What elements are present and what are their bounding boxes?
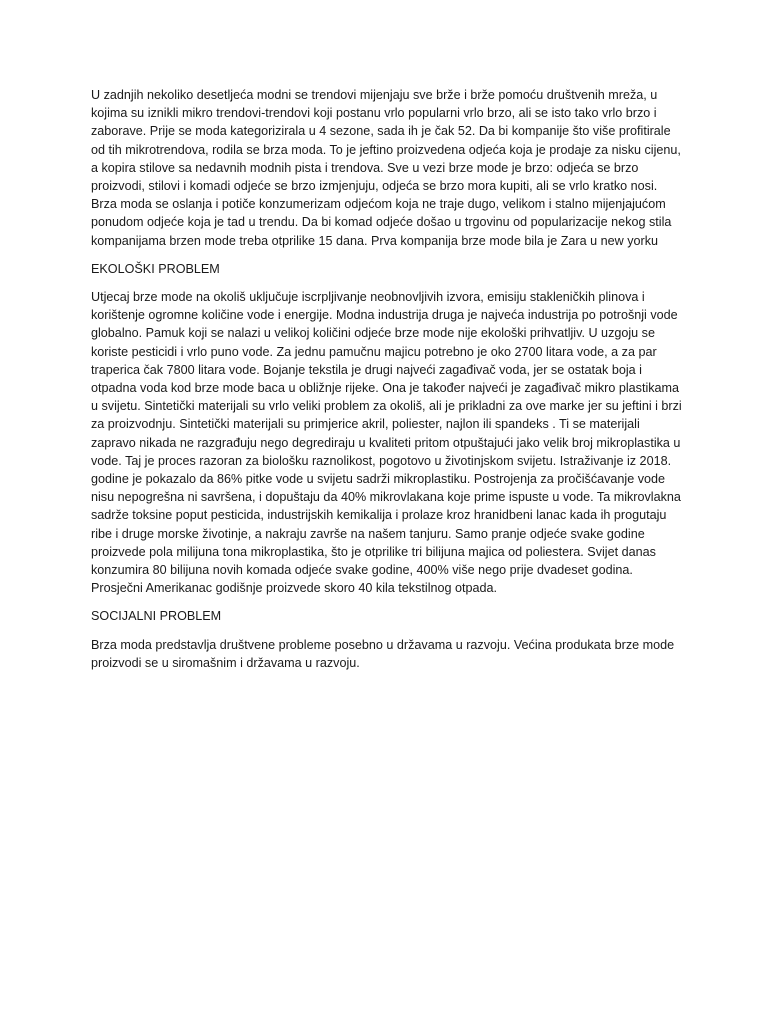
social-heading: SOCIJALNI PROBLEM <box>91 609 222 624</box>
document-page <box>91 86 683 682</box>
intro-paragraph: U zadnjih nekoliko desetljeća modni se trendovi mijenjaju sve brže i brže pomoću društvenih mreža, u kojima su iznikli mikro trendovi-trendovi koji postanu vrlo popularni vrlo brzo, ali se isto tako vrlo brzo i zaborave. Prije se moda kategorizirala u 4 sezone, sada ih je čak 52. Da bi kompanije što više profitirale od tih mikrotrendova, rodila se brza moda. To je jeftino proizvedena odjeća koja je prodaje za nisku cijenu, a kopira stilove sa nedavnih modnih pista i trendova. Sve u vezi brze mode je brzo: odjeća se brzo proizvodi, stilovi i komadi odjeće se brzo izmjenjuju, odjeća se brzo mora kupiti, ali se vrlo kratko nosi. Brza moda se oslanja i potiče konzumerizam odjećom koja ne traje dugo, velikom i stalno mijenjajućom ponudom odjeće koja je tad u trendu. Da bi komad odjeće došao u trgovinu od popularizacije nekog stila kompanijama brzen mode treba otprilike 15 dana. Prva kompanija brze mode bila je Zara u new yorku <box>91 88 681 248</box>
social-paragraph: Brza moda predstavlja društvene probleme posebno u državama u razvoju. Većina produkata brze mode proizvodi se u siromašnim i državama u razvoju. <box>91 637 675 670</box>
eco-heading: EKOLOŠKI PROBLEM <box>91 261 220 276</box>
eco-paragraph: Utjecaj brze mode na okoliš uključuje iscrpljivanje neobnovljivih izvora, emisiju stakleničkih plinova i korištenje ogromne količine vode i energije. Modna industrija druga je najveća industrija po potrošnji vode globalno. Pamuk koji se nalazi u velikoj količini odjeće brze mode nije ekološki prihvatljiv. U uzgoju se koriste pesticidi i vrlo puno vode. Za jednu pamučnu majicu potrebno je oko 2700 litara vode, a za par traperica čak 7800 litara vode. Bojanje tekstila je drugi najveći zagađivač voda, jer se ostatak boja i otpadna voda kod brze mode baca u obližnje rijeke. Ona je također najveći je zagađivač mikro plastikama u svijetu. Sintetički materijali su vrlo veliki problem za okoliš, ali je prikladni za ove marke jer su jeftini i brzi za proizvodnju. Sintetički materijali su primjerice akril, poliester, najlon ili spandeks . Ti se materijali zapravo nikada ne razgrađuju nego degrediraju u kvaliteti pritom otpuštajući jako velik broj mikroplastika u vode. Taj je proces razoran za biološku raznolikost, pogotovo u životinjskom svijetu. Istraživanje iz 2018. godine je pokazalo da 86% pitke vode u svijetu sadrži mikroplastiku. Postrojenja za pročišćavanje vode nisu nepogrešna ni savršena, i dopuštaju da 40% mikrovlakana koje prime ispuste u vode. Ta mikrovlakna sadrže toksine poput pesticida, industrijskih kemikalija i prolaze kroz hranidbeni lanac kada ih progutaju ribe i druge morske životinje, a nakraju završe na našem tanjuru. Samo pranje odjeće svake godine proizvede pola milijuna tona mikroplastika, što je otprilike tri bilijuna majica od poliestera. Svijet danas konzumira 80 bilijuna novih komada odjeće svake godine, 400% više nego prije dvadeset godina. Prosječni Amerikanac godišnje proizvede skoro 40 kila tekstilnog otpada. <box>91 290 682 596</box>
